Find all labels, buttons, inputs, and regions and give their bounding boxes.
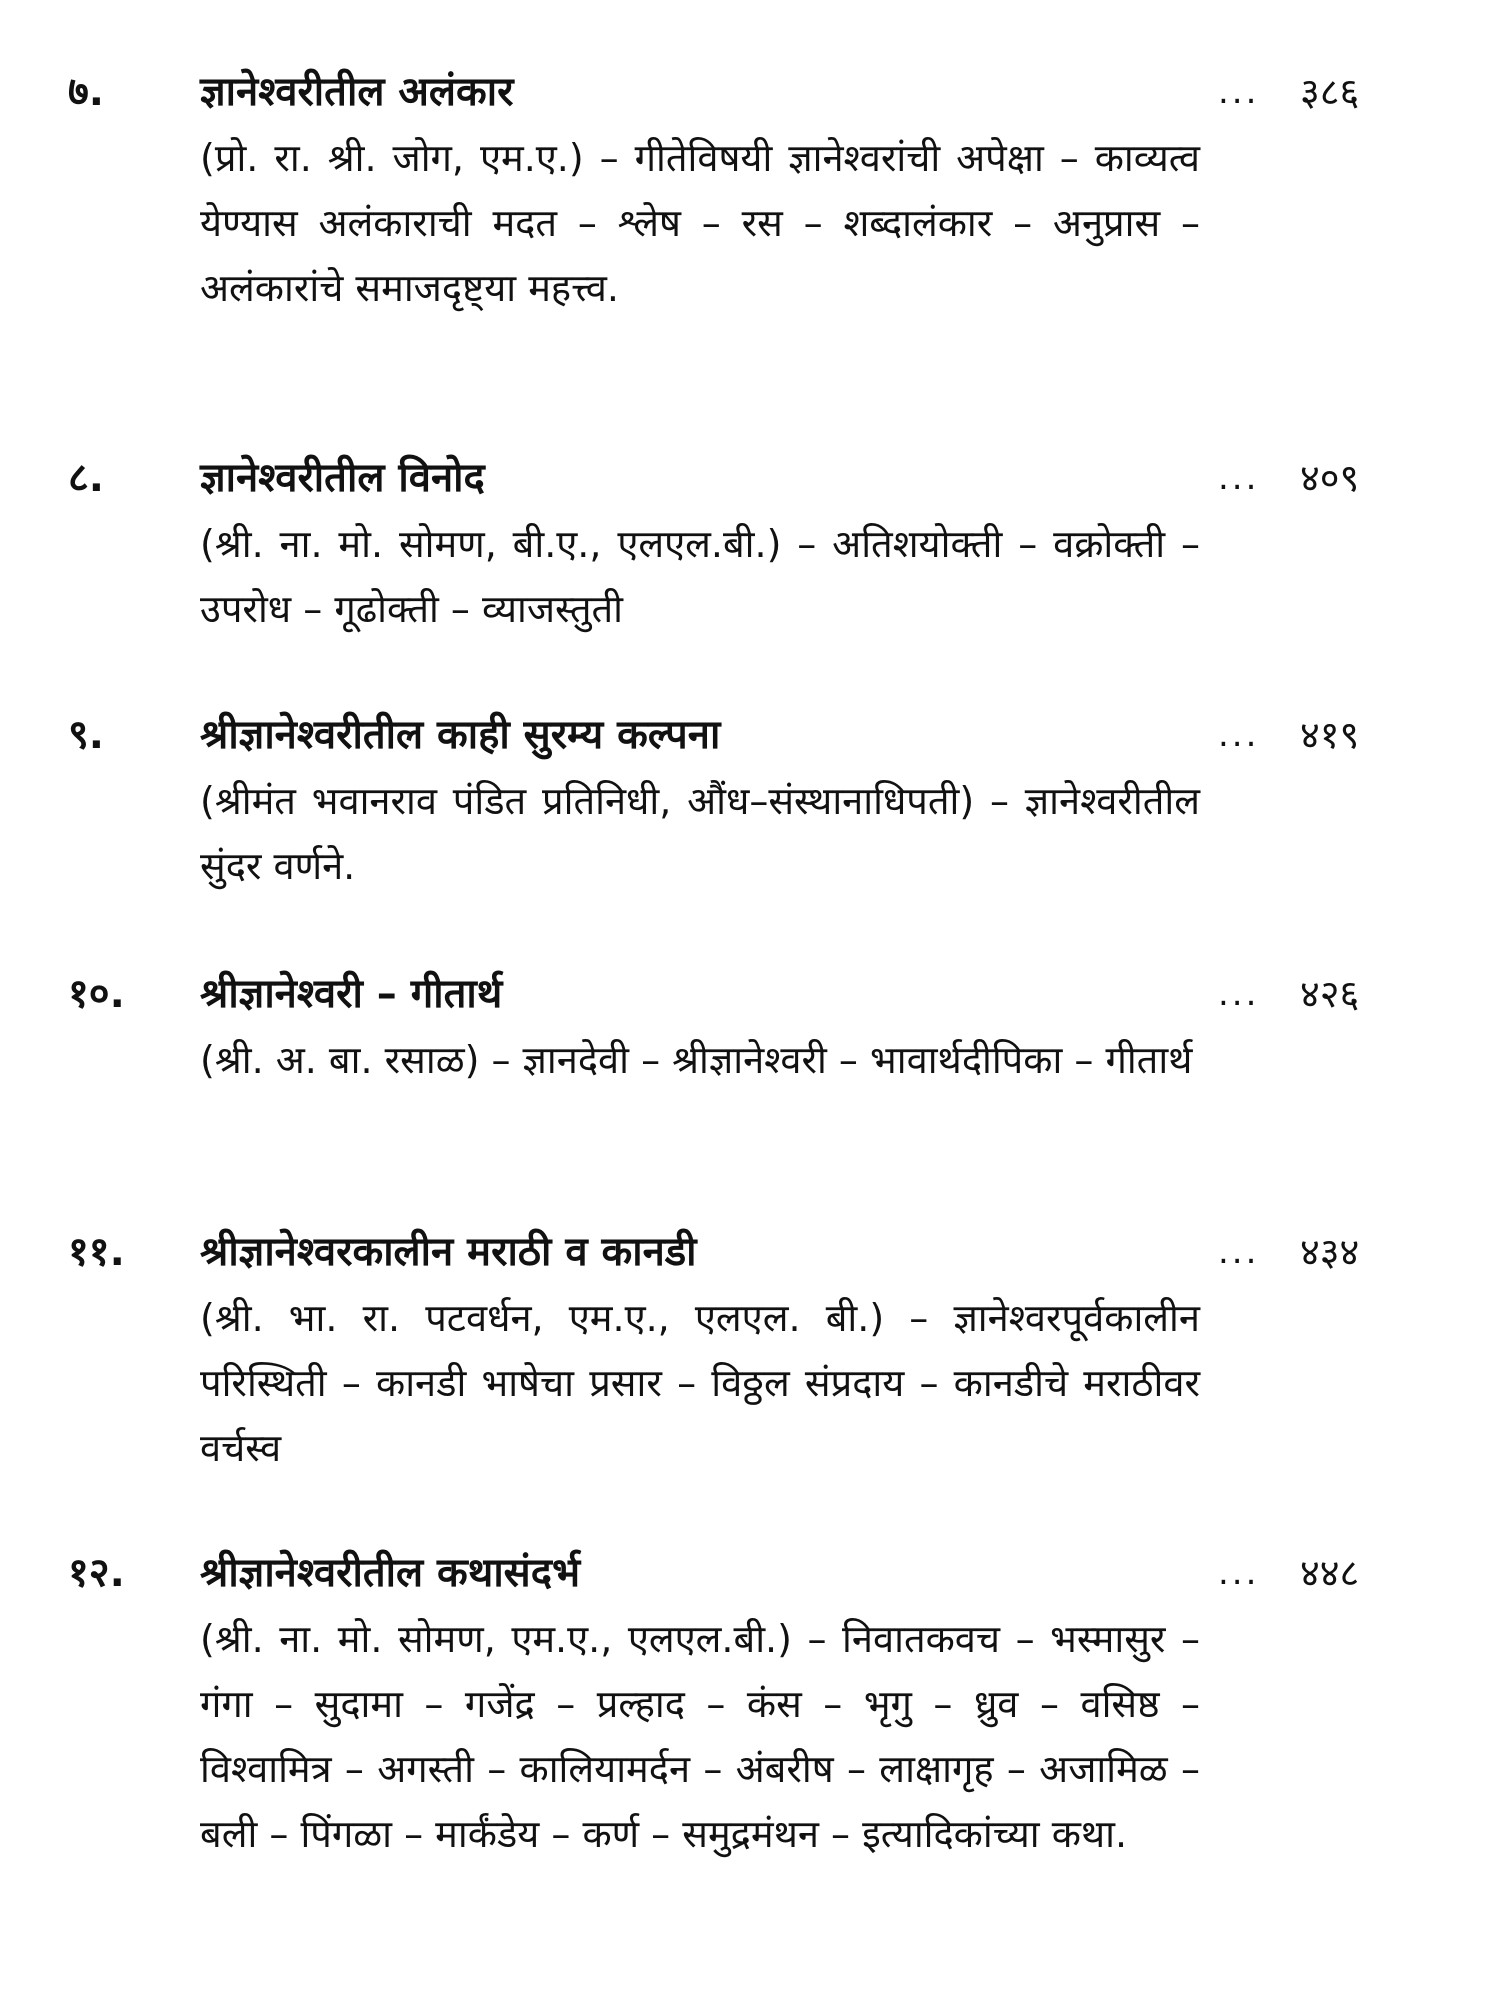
entry-number: १०.	[68, 971, 125, 1017]
page-number: ४४८	[1300, 1551, 1360, 1595]
entry-description: (श्री. भा. रा. पटवर्धन, एम.ए., एलएल. बी.) – ज्ञानेश्वरपूर्वकालीन परिस्थिती – कानडी भाषेचा प्रसार – विठ्ठल संप्रदाय – कानडीचे मराठीवर वर्चस्व	[200, 1296, 1200, 1470]
dot-leader: ...	[1218, 1232, 1260, 1272]
entry-number: ८.	[68, 455, 104, 501]
entry-description: (प्रो. रा. श्री. जोग, एम.ए.) – गीतेविषयी ज्ञानेश्वरांची अपेक्षा – काव्यत्व येण्यास अलंकाराची मदत – श्लेष – रस – शब्दालंकार – अनुप्रास – अलंकारांचे समाजदृष्ट्या महत्त्व.	[200, 136, 1200, 310]
dot-leader: ...	[1218, 1553, 1260, 1593]
entry-number: ११.	[68, 1229, 125, 1275]
entry-number: ९.	[68, 712, 104, 758]
entry-title: ज्ञानेश्वरीतील अलंकार	[200, 69, 514, 115]
entry-description: (श्री. अ. बा. रसाळ) – ज्ञानदेवी – श्रीज्ञानेश्वरी – भावार्थदीपिका – गीतार्थ	[200, 1038, 1193, 1082]
entry-title: श्रीज्ञानेश्वरीतील काही सुरम्य कल्पना	[200, 712, 721, 758]
dot-leader: ...	[1218, 715, 1260, 755]
dot-leader: ...	[1218, 72, 1260, 112]
entry-title: श्रीज्ञानेश्वरी – गीतार्थ	[200, 971, 503, 1017]
page-number: ४३४	[1300, 1230, 1360, 1274]
page-number: ४२६	[1300, 972, 1360, 1016]
page-number: ४१९	[1300, 713, 1360, 757]
entry-description: (श्री. ना. मो. सोमण, एम.ए., एलएल.बी.) – निवातकवच – भस्मासुर – गंगा – सुदामा – गजेंद्र – प्रल्हाद – कंस – भृगु – ध्रुव – वसिष्ठ – विश्वामित्र – अगस्ती – कालियामर्दन – अंबरीष – लाक्षागृह – अजामिळ – बली – पिंगळा – मार्कंडेय – कर्ण – समुद्रमंथन – इत्यादिकांच्या कथा.	[200, 1617, 1200, 1856]
entry-title: ज्ञानेश्वरीतील विनोद	[200, 455, 485, 501]
page-number: ४०९	[1300, 456, 1360, 500]
page-number: ३८६	[1300, 70, 1360, 114]
entry-title: श्रीज्ञानेश्वरकालीन मराठी व कानडी	[200, 1229, 697, 1275]
entry-number: ७.	[68, 69, 104, 115]
entry-title: श्रीज्ञानेश्वरीतील कथासंदर्भ	[200, 1550, 581, 1596]
entry-number: १२.	[68, 1550, 125, 1596]
dot-leader: ...	[1218, 974, 1260, 1014]
entry-description: (श्री. ना. मो. सोमण, बी.ए., एलएल.बी.) – अतिशयोक्ती – वक्रोक्ती – उपरोध – गूढोक्ती – व्याजस्तुती	[200, 522, 1200, 631]
entry-description: (श्रीमंत भवानराव पंडित प्रतिनिधी, औंध–संस्थानाधिपती) – ज्ञानेश्वरीतील सुंदर वर्णने.	[200, 779, 1200, 888]
dot-leader: ...	[1218, 458, 1260, 498]
